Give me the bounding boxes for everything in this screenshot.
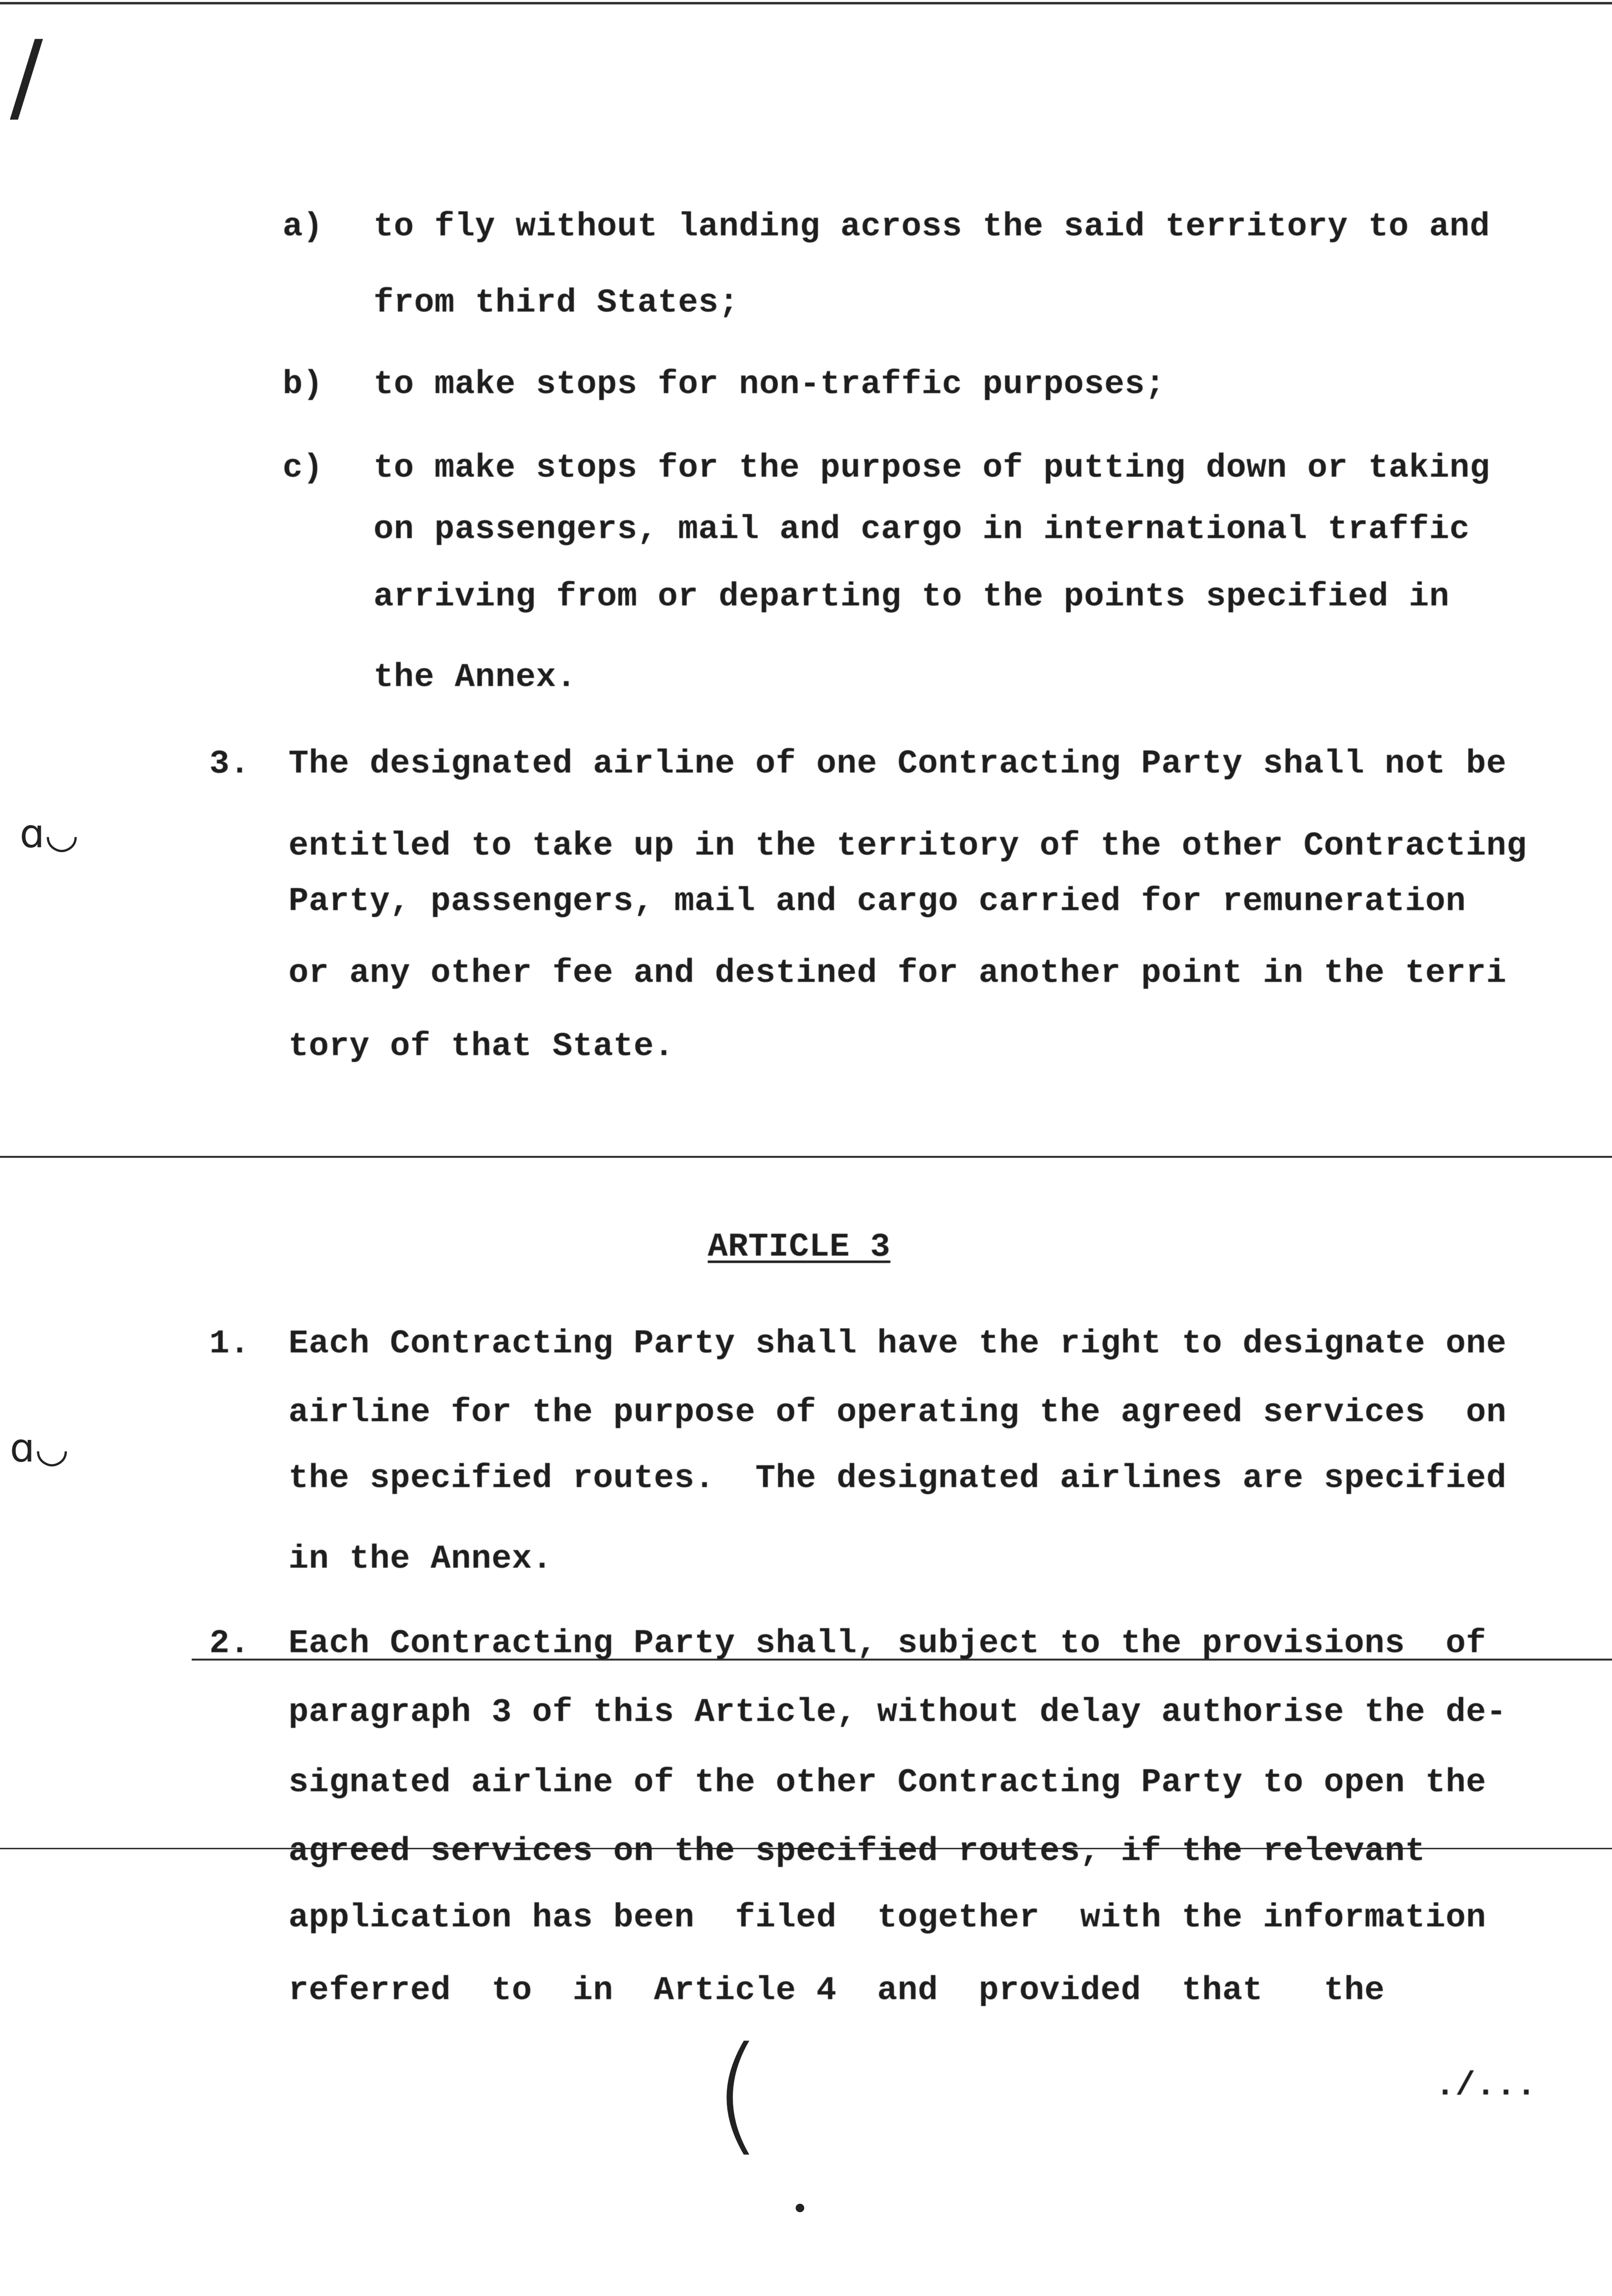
paragraph-3-line: tory of that State. xyxy=(288,1028,674,1065)
paragraph-3-line: or any other fee and destined for another point in the terri xyxy=(288,954,1507,992)
subparagraph-c-label: c) xyxy=(283,449,323,487)
subparagraph-c-line: on passengers, mail and cargo in international traffic xyxy=(374,511,1470,548)
article-paragraph-2-line: agreed services on the specified routes, if the relevant xyxy=(288,1833,1426,1870)
article-paragraph-2-line: signated airline of the other Contracting Party to open the xyxy=(288,1764,1487,1802)
subparagraph-a-line: from third States; xyxy=(374,284,739,322)
subparagraph-c-line: to make stops for the purpose of putting down or taking xyxy=(374,449,1490,487)
margin-slash-mark: / xyxy=(10,20,43,134)
paragraph-3-number: 3. xyxy=(209,745,250,783)
page-continuation-marker: ./... xyxy=(1435,2067,1537,2105)
subparagraph-c-line: the Annex. xyxy=(374,659,577,696)
handwritten-bracket-mark: ( xyxy=(713,2020,763,2168)
top-edge-line xyxy=(0,2,1612,4)
paragraph-3-line: entitled to take up in the territory of the other Contracting xyxy=(288,827,1527,865)
scan-dot-mark: • xyxy=(791,2192,809,2226)
article-paragraph-2-number: 2. xyxy=(209,1625,250,1663)
article-paragraph-1-number: 1. xyxy=(209,1325,250,1363)
subparagraph-b-label: b) xyxy=(283,366,323,403)
article-paragraph-2-line: referred to in Article 4 and provided that the xyxy=(288,1972,1385,2009)
article-paragraph-2-line: application has been filed together with the information xyxy=(288,1899,1487,1937)
article-heading: ARTICLE 3 xyxy=(708,1228,891,1266)
article-paragraph-1-line: Each Contracting Party shall have the right to designate one xyxy=(288,1325,1507,1363)
article-paragraph-2-line: Each Contracting Party shall, subject to the provisions of xyxy=(288,1625,1487,1663)
article-paragraph-1-line: the specified routes. The designated airlines are specified xyxy=(288,1460,1507,1497)
article-paragraph-2-line: paragraph 3 of this Article, without delay authorise the de- xyxy=(288,1693,1507,1731)
paragraph-3-line: Party, passengers, mail and cargo carried for remuneration xyxy=(288,883,1466,920)
article-paragraph-1-line: in the Annex. xyxy=(288,1540,552,1578)
margin-initials-mark: ɑ◡ xyxy=(10,1425,69,1471)
subparagraph-c-line: arriving from or departing to the points specified in xyxy=(374,578,1450,616)
subparagraph-a-label: a) xyxy=(283,208,323,246)
article-paragraph-1-line: airline for the purpose of operating the agreed services on xyxy=(288,1394,1507,1432)
margin-initials-mark: ɑ◡ xyxy=(20,811,79,857)
paragraph-3-line: The designated airline of one Contracting Party shall not be xyxy=(288,745,1507,783)
subparagraph-b-line: to make stops for non-traffic purposes; xyxy=(374,366,1165,403)
subparagraph-a-line: to fly without landing across the said territory to and xyxy=(374,208,1490,246)
horizontal-scan-line xyxy=(0,1156,1612,1158)
